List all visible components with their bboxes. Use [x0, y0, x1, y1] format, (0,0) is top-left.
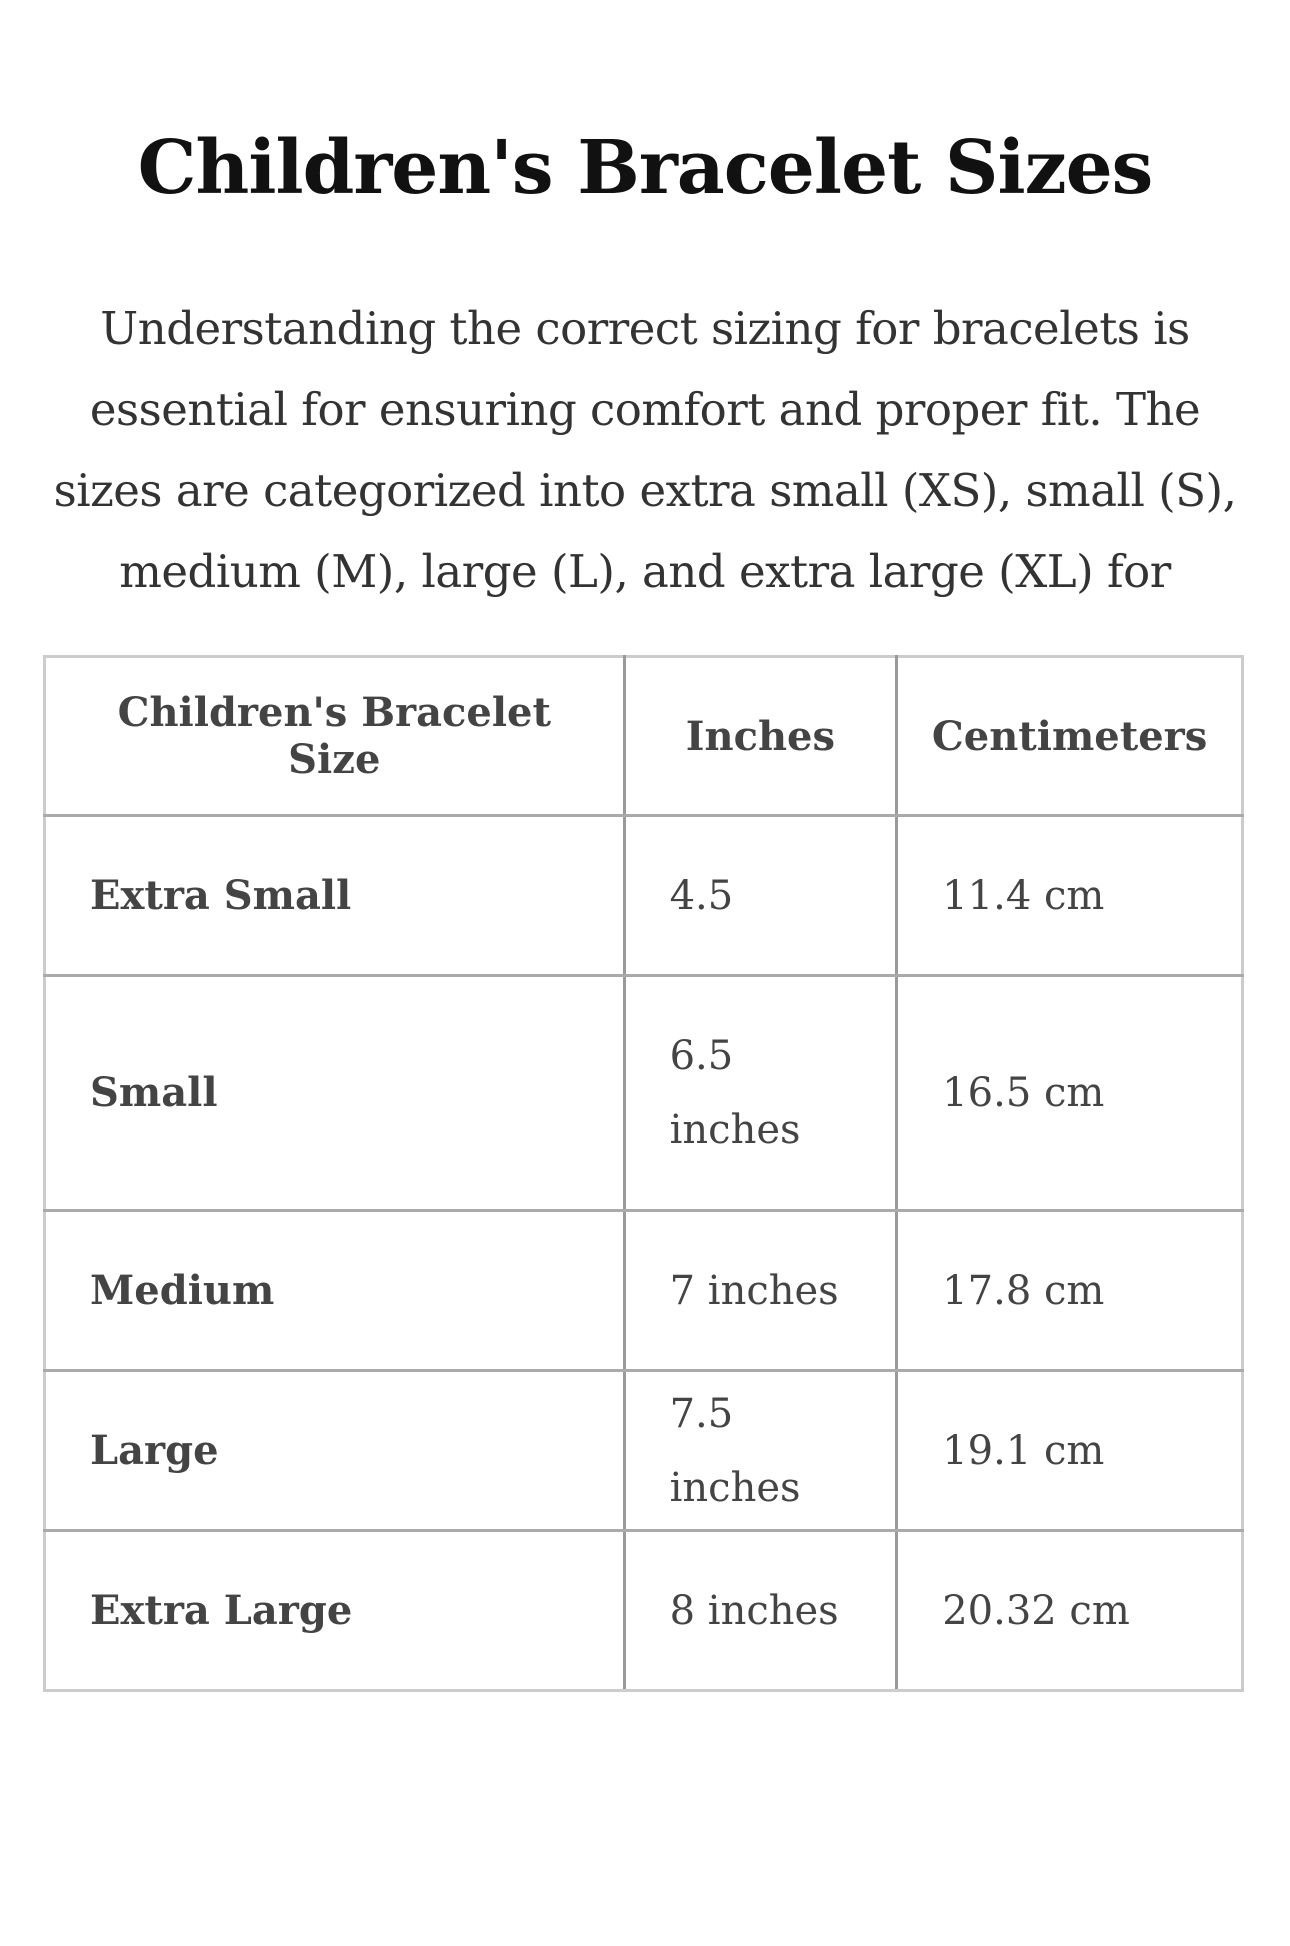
inches-cell: 6.5 inches [624, 976, 897, 1211]
table-row [45, 1211, 1243, 1371]
size-name-cell: Extra Small [45, 816, 625, 976]
size-name-cell: Large [45, 1371, 625, 1531]
table-row [45, 976, 1243, 1211]
table-row [45, 1531, 1243, 1691]
centimeters-cell: 17.8 cm [897, 1211, 1243, 1371]
size-name-cell: Extra Large [45, 1531, 625, 1691]
bracelet-size-table [43, 655, 1244, 1692]
inches-cell: 8 inches [624, 1531, 897, 1691]
header-size: Children's Bracelet Size [45, 657, 625, 816]
table-row [45, 816, 1243, 976]
centimeters-cell: 11.4 cm [897, 816, 1243, 976]
header-inches: Inches [624, 657, 897, 816]
page-title: Children's Bracelet Sizes [137, 125, 1153, 211]
intro-paragraph: Understanding the correct sizing for bracelets is essential for ensuring comfort and proper fit. The sizes are categorized into extra small (XS), small (S), medium (M), large (L), and extra large (XL) for [53, 302, 1237, 598]
size-name-cell: Medium [45, 1211, 625, 1371]
size-name-cell: Small [45, 976, 625, 1211]
table-row [45, 1371, 1243, 1531]
centimeters-cell: 19.1 cm [897, 1371, 1243, 1531]
inches-cell: 7.5 inches [624, 1371, 897, 1531]
centimeters-cell: 20.32 cm [897, 1531, 1243, 1691]
header-centimeters: Centimeters [897, 657, 1243, 816]
table-header-row [45, 657, 1243, 816]
inches-cell: 7 inches [624, 1211, 897, 1371]
inches-cell: 4.5 [624, 816, 897, 976]
centimeters-cell: 16.5 cm [897, 976, 1243, 1211]
